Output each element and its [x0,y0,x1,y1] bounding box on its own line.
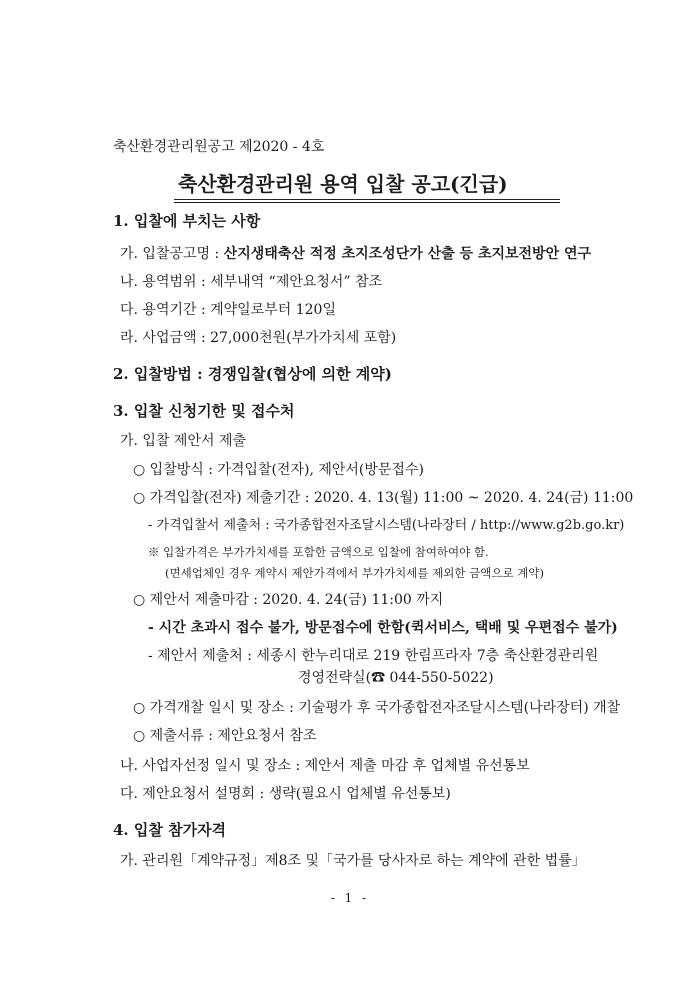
title-underline-double [174,202,560,203]
section-2-heading: 2. 입찰방법 : 경쟁입찰(협상에 의한 계약) [113,365,392,383]
title-block [174,169,560,203]
bid-method: ○ 입찰방식 : 가격입찰(전자), 제안서(방문접수) [133,462,424,478]
section-1-item-a [120,244,591,264]
section-1-heading: 1. 입찰에 부치는 사항 [113,212,261,230]
page-number: - 1 - [330,891,370,905]
section-4-heading: 4. 입찰 참가자격 [113,821,227,839]
price-bid-submit-place: - 가격입찰서 제출처 : 국가종합전자조달시스템(나라장터 / http://www.g2b.go.kr) [148,518,625,533]
proposal-submit-place: - 제안서 제출처 : 세종시 한누리대로 219 한림프라자 7층 축산환경관리원 [148,648,599,664]
proposal-deadline: ○ 제안서 제출마감 : 2020. 4. 24(금) 11:00 까지 [133,592,444,608]
section-4-item-a: 가. 관리원「계약규정」제8조 및「국가를 당사자로 하는 계약에 관한 법률」 [120,853,586,869]
note-tax-exempt: (면세업체인 경우 계약시 제안가격에서 부가가치세를 제외한 금액으로 계약) [165,566,544,580]
required-documents: ○ 제출서류 : 제안요청서 참조 [133,728,317,744]
section-1-item-b: 나. 용역범위 : 세부내역 “제안요청서” 참조 [120,274,383,290]
bid-opening: ○ 가격개찰 일시 및 장소 : 기술평가 후 국가종합전자조달시스템(나라장터) 개찰 [133,700,621,716]
bid-title: 산지생태축산 적정 초지조성단가 산출 등 초지보전방안 연구 [223,246,592,262]
section-3-heading: 3. 입찰 신청기한 및 접수처 [113,402,295,420]
late-submission-warning: - 시간 초과시 접수 불가, 방문접수에 한함(퀵서비스, 택배 및 우편접수 불가) [148,620,618,636]
proposal-submit-contact: 경영전략실(☎ 044-550-5022) [298,670,494,686]
document-title: 축산환경관리원 용역 입찰 공고(긴급) [178,172,508,196]
note-vat: ※ 입찰가격은 부가가치세를 포함한 금액으로 입찰에 참여하여야 함. [148,545,489,559]
section-3-sub-b: 나. 사업자선정 일시 및 장소 : 제안서 제출 마감 후 업체별 유선통보 [120,758,530,774]
section-1-item-c: 다. 용역기간 : 계약일로부터 120일 [120,302,336,318]
section-3-sub-c: 다. 제안요청서 설명회 : 생략(필요시 업체별 유선통보) [120,786,451,802]
item-a-prefix: 가. 입찰공고명 : [120,246,224,262]
price-bid-period: ○ 가격입찰(전자) 제출기간 : 2020. 4. 13(월) 11:00 ~ 2020. 4. 24(금) 11:00 [133,490,634,506]
notice-number: 축산환경관리원공고 제2020 - 4호 [113,139,325,155]
section-1-item-d: 라. 사업금액 : 27,000천원(부가가치세 포함) [120,330,397,346]
section-3-sub-a: 가. 입찰 제안서 제출 [120,433,246,449]
title-underline [174,199,560,200]
